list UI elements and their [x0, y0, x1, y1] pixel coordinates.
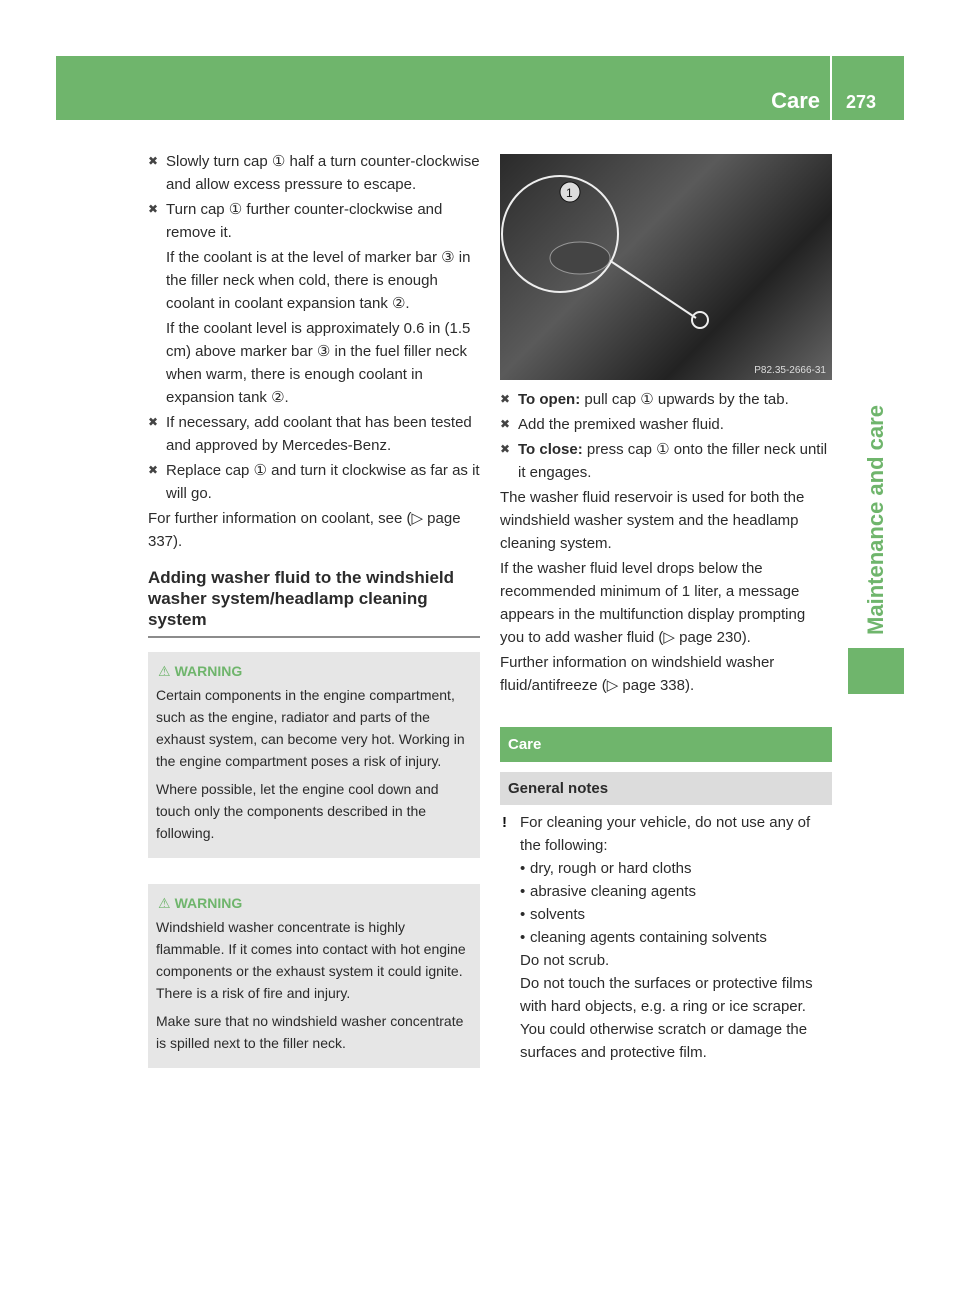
- arrow-icon: ✖: [500, 392, 511, 406]
- warning-box: [148, 884, 480, 1068]
- arrow-icon: ✖: [500, 442, 511, 456]
- notice: ! For cleaning your vehicle, do not use any of the following:: [500, 811, 832, 857]
- page-number: 273: [846, 92, 877, 112]
- list-item: • dry, rough or hard cloths: [520, 860, 692, 877]
- engine-photo: [500, 154, 832, 380]
- section-title: Care: [771, 88, 820, 113]
- list-item: • abrasive cleaning agents: [520, 883, 696, 900]
- photo-code: P82.35-2666-31: [754, 365, 826, 376]
- step: ✖ To open: pull cap ① upwards by the tab.: [500, 388, 832, 411]
- care-section-bar: Care: [500, 727, 832, 762]
- paragraph: If the washer fluid level drops below the recommended minimum of 1 liter, a message appears in the multifunction display prompting you to add washer fluid (▷ page 230).: [500, 560, 806, 646]
- arrow-icon: ✖: [148, 154, 159, 168]
- chapter-marker-block: [848, 648, 904, 694]
- paragraph-approx: If the coolant level is approximately 0.6 in (1.5 cm) above marker bar ③ in the fuel filler neck when warm, there is enough coolant in expansion tank ②.: [166, 320, 471, 406]
- step: ✖ Turn cap ① further counter-clockwise and remove it.: [148, 198, 480, 244]
- section-heading: Adding washer fluid to the windshield washer system/headlamp cleaning system: [148, 567, 480, 638]
- further-info: For further information on coolant, see (▷ page 337).: [148, 510, 461, 550]
- right-column: [500, 388, 832, 1064]
- paragraph: Do not scrub.: [520, 952, 610, 969]
- engine-illustration: [500, 154, 832, 380]
- notice-icon: !: [502, 814, 507, 831]
- list-item: • cleaning agents containing solvents: [520, 929, 767, 946]
- arrow-icon: ✖: [500, 417, 511, 431]
- step: ✖ Add the premixed washer fluid.: [500, 413, 832, 436]
- warning-text: Certain components in the engine compartment, such as the engine, radiator and parts of the exhaust system, can become very hot. Working in the engine compartment poses a risk of injury.: [156, 687, 465, 769]
- step: ✖ If necessary, add coolant that has been tested and approved by Mercedes-Benz.: [148, 411, 480, 457]
- arrow-icon: ✖: [148, 202, 159, 216]
- arrow-icon: ✖: [148, 415, 159, 429]
- general-notes-bar: General notes: [500, 772, 832, 805]
- paragraph: The washer fluid reservoir is used for both the windshield washer system and the headlamp cleaning system.: [500, 489, 805, 552]
- left-column: [148, 150, 480, 1068]
- step: ✖ Replace cap ① and turn it clockwise as far as it will go.: [148, 459, 480, 505]
- warning-title: WARNING: [174, 663, 243, 679]
- list-item: • solvents: [520, 906, 586, 923]
- callout-label: 1: [566, 186, 573, 200]
- warning-text: Make sure that no windshield washer concentrate is spilled next to the filler neck.: [156, 1013, 464, 1051]
- warning-triangle-icon: ⚠: [158, 663, 171, 679]
- paragraph: Do not touch the surfaces or protective films with hard objects, e.g. a ring or ice scraper. You could otherwise scratch or damage the surfaces and protective film.: [520, 975, 813, 1061]
- warning-text: Where possible, let the engine cool down and touch only the components described in the following.: [156, 781, 439, 841]
- step: ✖ To close: press cap ① onto the filler neck until it engages.: [500, 438, 832, 484]
- paragraph: Further information on windshield washer fluid/antifreeze (▷ page 338).: [500, 654, 775, 694]
- header-separator: [830, 56, 832, 120]
- warning-box: [148, 652, 480, 858]
- step: ✖ Slowly turn cap ① half a turn counter-clockwise and allow excess pressure to escape.: [148, 150, 480, 196]
- warning-triangle-icon: ⚠: [158, 895, 171, 911]
- warning-title: WARNING: [174, 895, 243, 911]
- chapter-side-label: Maintenance and care: [863, 405, 888, 635]
- arrow-icon: ✖: [148, 463, 159, 477]
- paragraph-marker: If the coolant is at the level of marker bar ③ in the filler neck when cold, there is enough coolant in coolant expansion tank ②.: [166, 249, 471, 312]
- warning-text: Windshield washer concentrate is highly flammable. If it comes into contact with hot engine components or the exhaust system it could ignite. There is a risk of fire and injury.: [156, 919, 466, 1001]
